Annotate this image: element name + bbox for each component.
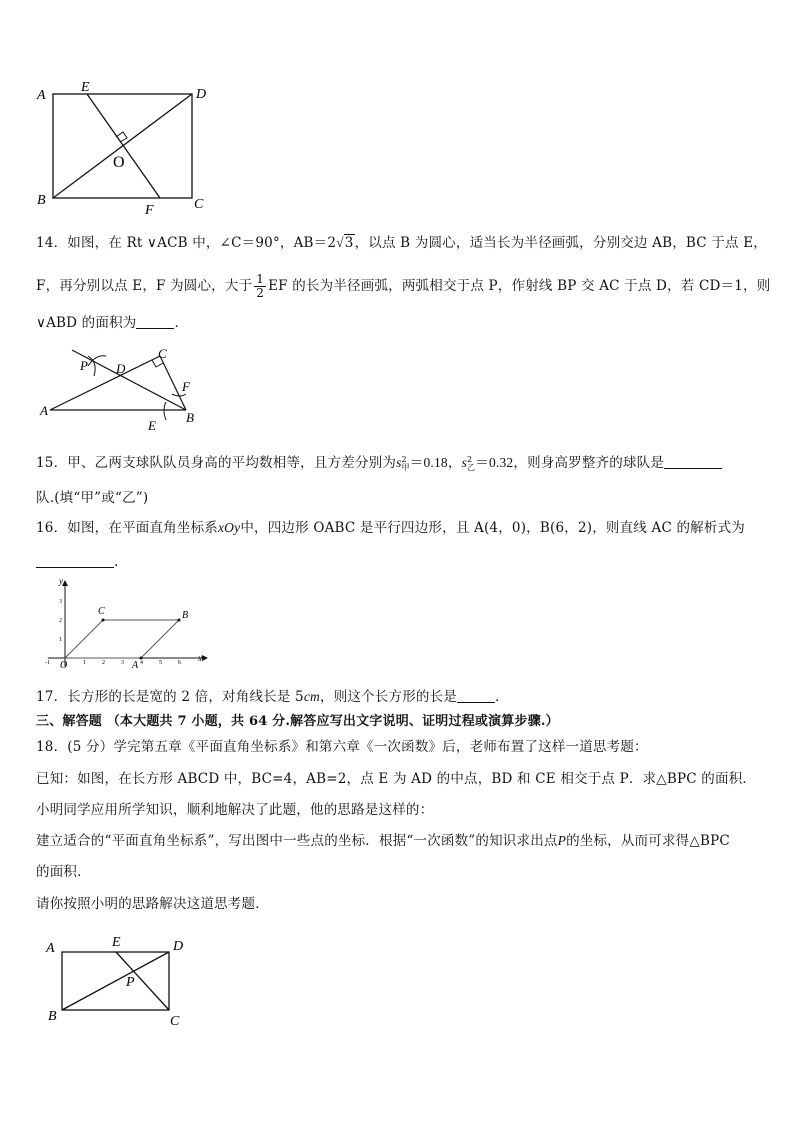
label-C: C [170,1014,180,1029]
arc-e [164,402,166,420]
q18-line5: 的面积． [36,864,91,880]
q14-line3 [36,314,188,332]
answer-blank[interactable] [136,314,174,329]
label-B: B [186,410,194,425]
figure-q14 [36,342,206,434]
xtick-m1: -1 [45,660,50,666]
segment-ec [116,952,169,1010]
superscript: 2 [467,454,473,464]
label-A: A [37,88,46,103]
q14-line1: 14．如图，在 Rt ∨ACB 中，∠C＝90°，AB＝2√3，以点 B 为圆心，适当长为半径画弧，分别交边 AB，BC 于点 E， [36,235,767,251]
answer-blank[interactable] [36,553,114,568]
q15-text-b: ，则身高罗整齐的球队是 [513,455,665,471]
ytick-1: 1 [59,637,62,643]
q18-line3: 小明同学应用所学知识，顺利地解决了此题，他的思路是这样的： [36,802,434,818]
q14-text-d: EF 的长为半径画弧，两弧相交于点 P，作射线 BP 交 AC 于点 D，若 CD＝1，则 [268,278,771,294]
parallelogram-oabc [65,620,179,658]
xtick-6: 6 [178,660,181,666]
q18-line4 [36,832,730,850]
subscript-jia: 甲 [401,462,410,472]
label-y: y [59,576,63,586]
label-P: P [126,975,135,990]
q17-text-a: 17．长方形的长是宽的 2 倍，对角线长是 [36,689,296,705]
fraction-denominator: 2 [256,286,265,300]
variance-yi: ＝0.32 [475,455,514,470]
label-F: F [145,203,154,218]
period: ． [495,689,509,705]
q14-text-c: F，再分别以点 E，F 为圆心，大于 [36,278,253,294]
q16-text-b: 中，四边形 OABC 是平行四边形，且 A(4，0)，B(6，2)，则直线 AC 的解析式为 [240,520,745,536]
q16-line1 [36,519,745,537]
ytick-2: 2 [59,618,62,624]
q18-line6: 请你按照小明的思路解决这道思考题． [36,896,269,912]
period: ． [174,315,189,331]
label-D: D [116,361,126,376]
q15-line1: 15．甲、乙两支球队队员身高的平均数相等，且方差分别为s 2 甲 ＝0.18，s 2 乙 ＝0.32，则身高罗整齐的球队是 [36,452,722,474]
section-heading: 三、解答题 （本大题共 7 小题，共 64 分.解答应写出文字说明、证明过程或演算步骤.） [36,714,559,729]
answer-blank[interactable] [664,454,722,469]
right-angle-mark [152,360,163,367]
label-D: D [173,939,184,954]
point-b [178,619,181,622]
q14-text-b: ，以点 B 为圆心，适当长为半径画弧，分别交边 AB，BC 于点 E， [354,235,767,251]
q15-text-a: 15．甲、乙两支球队队员身高的平均数相等，且方差分别为 [36,455,397,471]
xtick-1: 1 [83,660,86,666]
subscript-yi: 乙 [467,462,476,472]
answer-blank[interactable] [457,688,495,703]
x-axis-arrow [202,655,208,661]
q18-line2: 已知：如图，在长方形 ABCD 中，BC=4，AB=2，点 E 为 AD 的中点，BD 和 CE 相交于点 P．求△BPC 的面积． [36,771,757,787]
label-C: C [98,606,105,617]
point-c [102,619,105,622]
label-A: A [40,403,48,418]
label-B: B [182,610,189,621]
xtick-5: 5 [159,660,162,666]
q14-line2 [36,272,770,300]
label-B: B [37,193,46,208]
period: . [114,554,119,570]
variance-symbol: s [396,455,402,470]
superscript: 2 [401,454,407,464]
ytick-3: 3 [59,599,62,605]
q16-line2 [36,553,119,571]
q17-text-b: ，则这个长方形的长是 [320,689,457,705]
label-E: E [112,935,121,950]
q14-text-a: 14．如图，在 Rt ∨ACB 中，∠C＝90°，AB＝2 [36,235,337,251]
fraction-numerator: 1 [256,272,265,286]
figure-q16 [40,576,210,670]
q17-value: 5 [295,689,304,705]
label-C: C [194,197,204,212]
q18-text-b: 的坐标，从而可求得△BPC [566,833,730,849]
segment-bd [53,94,192,198]
label-P: P [80,358,88,373]
xtick-4: 4 [140,660,143,666]
label-O: O [60,660,68,670]
point-p: P [557,833,567,848]
q14-sqrt-value: 3 [344,235,354,251]
q17-unit: cm [303,689,320,704]
label-E: E [148,418,156,433]
segment-bd [62,952,169,1010]
ray-bp [72,350,186,410]
label-D: D [196,87,207,102]
figure-q13 [30,78,220,218]
figure-q18 [40,930,200,1030]
label-A: A [132,660,139,670]
q16-text-a: 16．如图，在平面直角坐标系 [36,520,218,536]
label-C: C [158,346,167,361]
label-B: B [48,1009,57,1024]
q15-text-c: 队.(填“甲”或“乙”) [36,490,149,506]
xtick-2: 2 [102,660,105,666]
xoy: xOy [217,520,241,535]
q14-fraction [254,273,266,300]
arc-p2 [88,356,106,366]
segment-ac [50,356,160,410]
variance-jia: ＝0.18 [409,455,448,470]
variance-symbol: s [461,455,468,470]
label-F: F [182,379,190,394]
q15-line2 [36,489,148,507]
q14-text-e: ∨ABD 的面积为 [36,315,137,331]
q17-line [36,688,509,706]
label-x: x [198,653,202,663]
label-E: E [81,80,90,95]
q18-line1: 18．(5 分）学完第五章《平面直角坐标系》和第六章《一次函数》后，老师布置了这样一道思考题： [36,739,648,755]
label-A: A [46,941,55,956]
q18-text-a: 建立适合的“平面直角坐标系”，写出图中一些点的坐标．根据“一次函数”的知识求出点 [36,833,558,849]
xtick-3: 3 [121,660,124,666]
label-O: O [113,154,125,171]
